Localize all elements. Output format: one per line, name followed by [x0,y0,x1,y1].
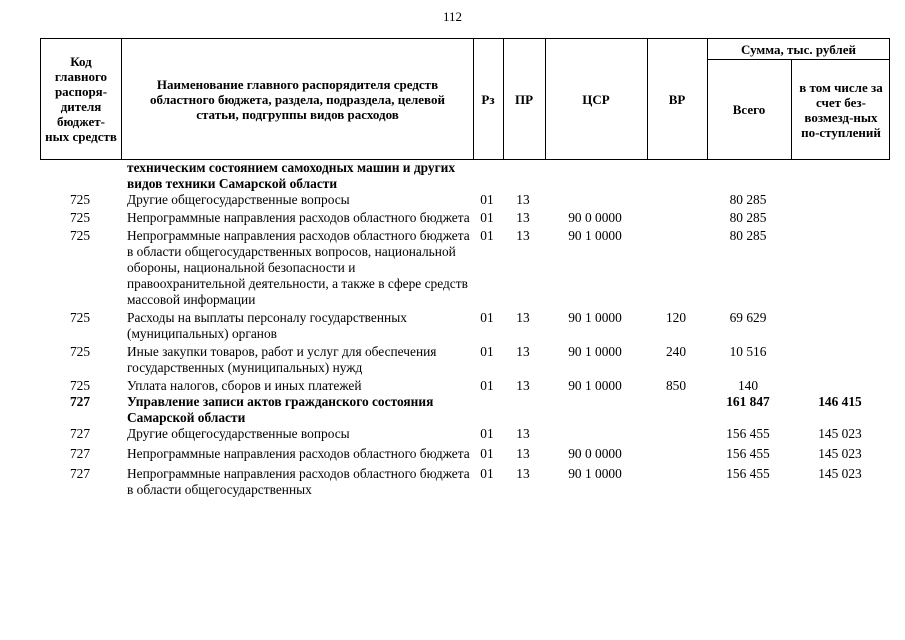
table-row [40,228,890,308]
row-vr: 120 [665,310,687,325]
row-pr: 13 [516,210,530,225]
row-pr: 13 [516,426,530,441]
row-total: 156 455 [726,466,770,481]
table-header [40,38,890,160]
table-row [40,160,890,192]
row-free: 145 023 [818,466,862,481]
row-total: 80 285 [729,228,767,243]
table-body [40,160,890,498]
row-free: 145 023 [818,446,862,461]
table-row [40,394,890,426]
row-free: 145 023 [818,426,862,441]
row-name: Непрограммные направления расходов областного бюджета в области общегосударственных вопросов, национальной обороны, национальной безопасности и правоохранительной деятельности, а также в сфере средств массовой информации [127,228,470,307]
row-code: 725 [69,310,91,325]
table-row [40,210,890,226]
row-csr: 90 1 0000 [568,344,622,359]
row-code: 725 [69,192,91,207]
row-name: Другие общегосударственные вопросы [127,426,350,441]
row-code: 727 [69,446,91,461]
row-pr: 13 [516,228,530,243]
row-code: 725 [69,210,91,225]
row-name: Другие общегосударственные вопросы [127,192,350,207]
row-name: Непрограммные направления расходов областного бюджета в области общегосударственных [127,466,470,497]
table-row [40,310,890,342]
row-csr: 90 0 0000 [568,446,622,461]
header-sum: Сумма, тыс. рублей [741,41,856,57]
table-row [40,344,890,376]
row-name: Непрограммные направления расходов областного бюджета [127,446,470,461]
header-pr: ПР [514,91,534,107]
header-rz: Рз [481,91,495,107]
row-total: 140 [737,378,759,393]
row-csr: 90 0 0000 [568,210,622,225]
row-name: Управление записи актов гражданского состояния Самарской области [127,394,434,425]
row-total: 80 285 [729,192,767,207]
row-csr: 90 1 0000 [568,228,622,243]
page-number: 112 [442,9,463,24]
row-rz: 01 [480,228,494,243]
header-code: Код главного распоря-дителя бюджет-ных средств [45,54,117,144]
row-csr: 90 1 0000 [568,466,622,481]
row-rz: 01 [480,426,494,441]
row-total: 156 455 [726,446,770,461]
header-vr: ВР [668,91,686,107]
row-code: 727 [69,466,91,481]
header-total: Всего [732,102,766,117]
row-total: 156 455 [726,426,770,441]
row-name: Непрограммные направления расходов областного бюджета [127,210,470,225]
row-vr: 240 [665,344,687,359]
row-code: 725 [69,344,91,359]
header-name: Наименование главного распорядителя средств областного бюджета, раздела, подраздела, целевой статьи, подгруппы видов расходов [150,76,445,122]
header-csr: ЦСР [582,91,610,107]
row-total: 80 285 [729,210,767,225]
row-pr: 13 [516,446,530,461]
row-rz: 01 [480,210,494,225]
row-code: 725 [69,378,91,393]
row-pr: 13 [516,192,530,207]
row-rz: 01 [480,344,494,359]
row-total: 10 516 [729,344,767,359]
header-free: в том числе за счет без-возмезд-ных по-ступлений [799,79,883,140]
row-pr: 13 [516,310,530,325]
table-row [40,192,890,208]
table-row [40,378,890,394]
row-csr: 90 1 0000 [568,378,622,393]
row-name: Уплата налогов, сборов и иных платежей [127,378,362,393]
row-code: 727 [69,394,91,409]
row-pr: 13 [516,466,530,481]
row-csr: 90 1 0000 [568,310,622,325]
table-row [40,466,890,498]
row-code: 725 [69,228,91,243]
row-rz: 01 [480,446,494,461]
row-total: 161 847 [726,394,770,409]
row-name: техническим состоянием самоходных машин и других видов техники Самарской области [127,160,456,191]
table-row [40,446,890,462]
row-rz: 01 [480,310,494,325]
row-rz: 01 [480,192,494,207]
row-name: Расходы на выплаты персоналу государственных (муниципальных) органов [127,310,407,341]
row-rz: 01 [480,466,494,481]
row-pr: 13 [516,378,530,393]
row-free: 146 415 [818,394,862,409]
table-row [40,426,890,442]
row-code: 727 [69,426,91,441]
row-name: Иные закупки товаров, работ и услуг для обеспечения государственных (муниципальных) нужд [127,344,437,375]
row-vr: 850 [665,378,687,393]
row-total: 69 629 [729,310,767,325]
row-pr: 13 [516,344,530,359]
row-rz: 01 [480,378,494,393]
